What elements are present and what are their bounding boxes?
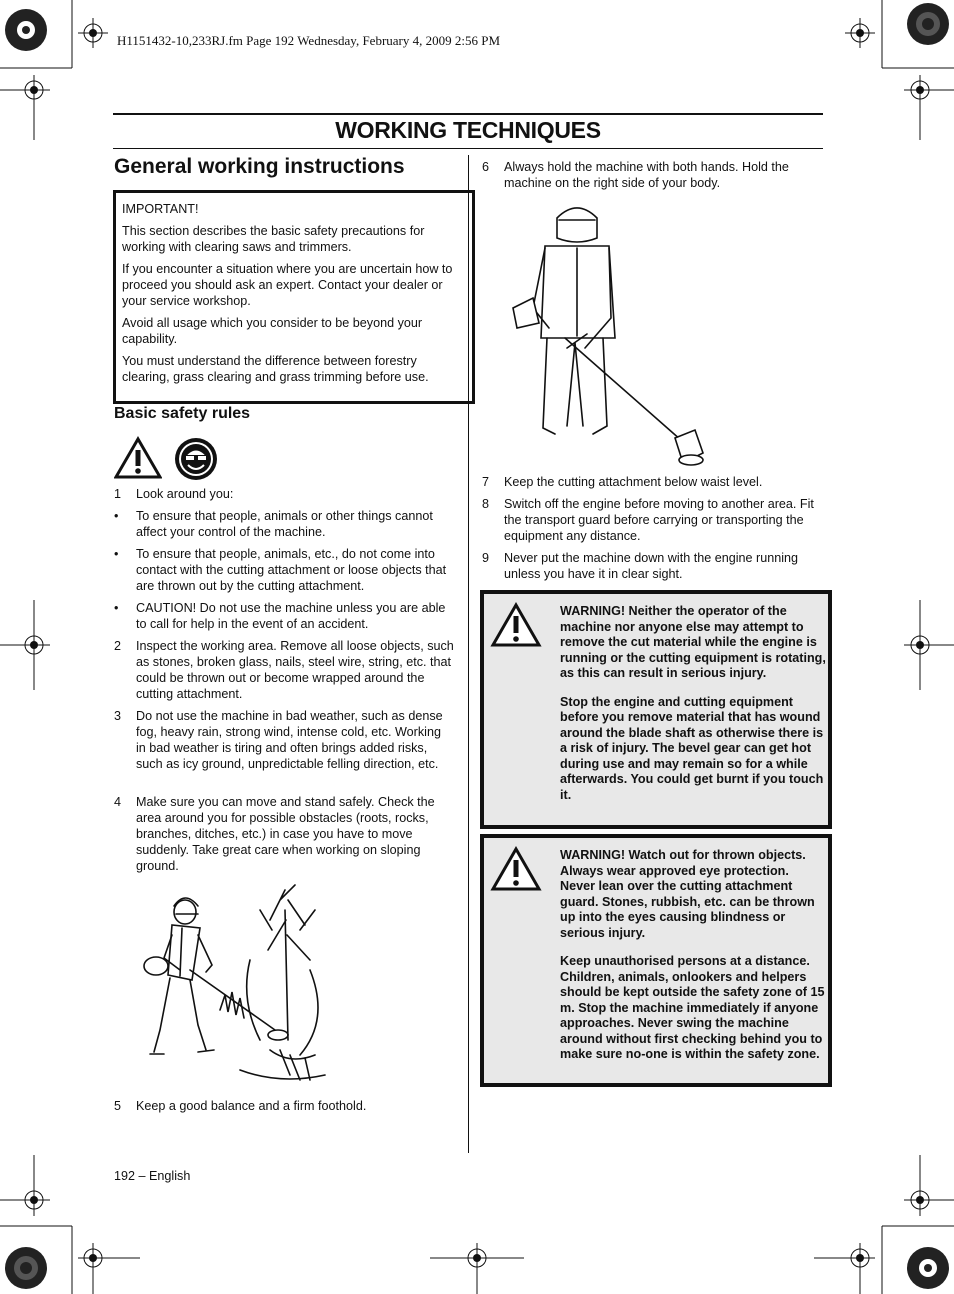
warning-triangle-icon <box>490 846 542 892</box>
warning-box <box>480 590 832 829</box>
important-label: IMPORTANT! <box>122 202 199 216</box>
title-underline <box>113 148 823 149</box>
operator-holding-trimmer-illustration <box>505 198 715 470</box>
subheading: Basic safety rules <box>114 405 251 422</box>
warning-paragraph: WARNING! Neither the operator of the machine nor anyone else may attempt to remove the cut material while the engine is running or the cutting equipment is rotating, as this can result in serious injury. <box>560 604 826 680</box>
important-paragraph: You must understand the difference between forestry clearing, grass clearing and grass trimming before use. <box>122 354 429 384</box>
title-rule <box>113 113 823 115</box>
warning-triangle-icon <box>490 602 542 648</box>
important-box <box>113 190 475 404</box>
important-paragraph: If you encounter a situation where you are uncertain how to proceed you should ask an expert. Contact your dealer or your service workshop. <box>122 262 453 308</box>
important-paragraph: Avoid all usage which you consider to be beyond your capability. <box>122 316 423 346</box>
warning-box <box>480 834 832 1087</box>
operator-on-slope-illustration <box>140 880 340 1090</box>
page-footer: 192 – English <box>114 1169 191 1183</box>
warning-text <box>560 604 826 816</box>
section-title: WORKING TECHNIQUES <box>335 117 601 143</box>
warning-paragraph: Keep unauthorised persons at a distance. Children, animals, onlookers and helpers should be kept outside the safety zone of 15 m. Stop the machine immediately if anyone approaches. Never swing the machine around without first checking behind you to make sure no-one is within the safety zone. <box>560 954 825 1061</box>
warning-triangle-icon <box>114 436 162 480</box>
warning-text <box>560 848 826 1076</box>
warning-paragraph: WARNING! Watch out for thrown objects. Always wear approved eye protection. Never lean over the cutting attachment guard. Stones, rubbish, etc. can be thrown up into the eyes causing blindness or serious injury. <box>560 848 815 940</box>
eye-protection-icon <box>174 437 218 481</box>
printer-line: H1151432-10,233RJ.fm Page 192 Wednesday, February 4, 2009 2:56 PM <box>117 33 501 48</box>
warning-paragraph: Stop the engine and cutting equipment before you remove material that has wound around the blade shaft as otherwise there is a risk of injury. The bevel gear can get hot during use and may remain so for a while afterwards. You could get burnt if you touch it. <box>560 694 824 802</box>
important-paragraph: This section describes the basic safety precautions for working with clearing saws and trimmers. <box>122 224 425 254</box>
page-heading: General working instructions <box>114 155 405 178</box>
